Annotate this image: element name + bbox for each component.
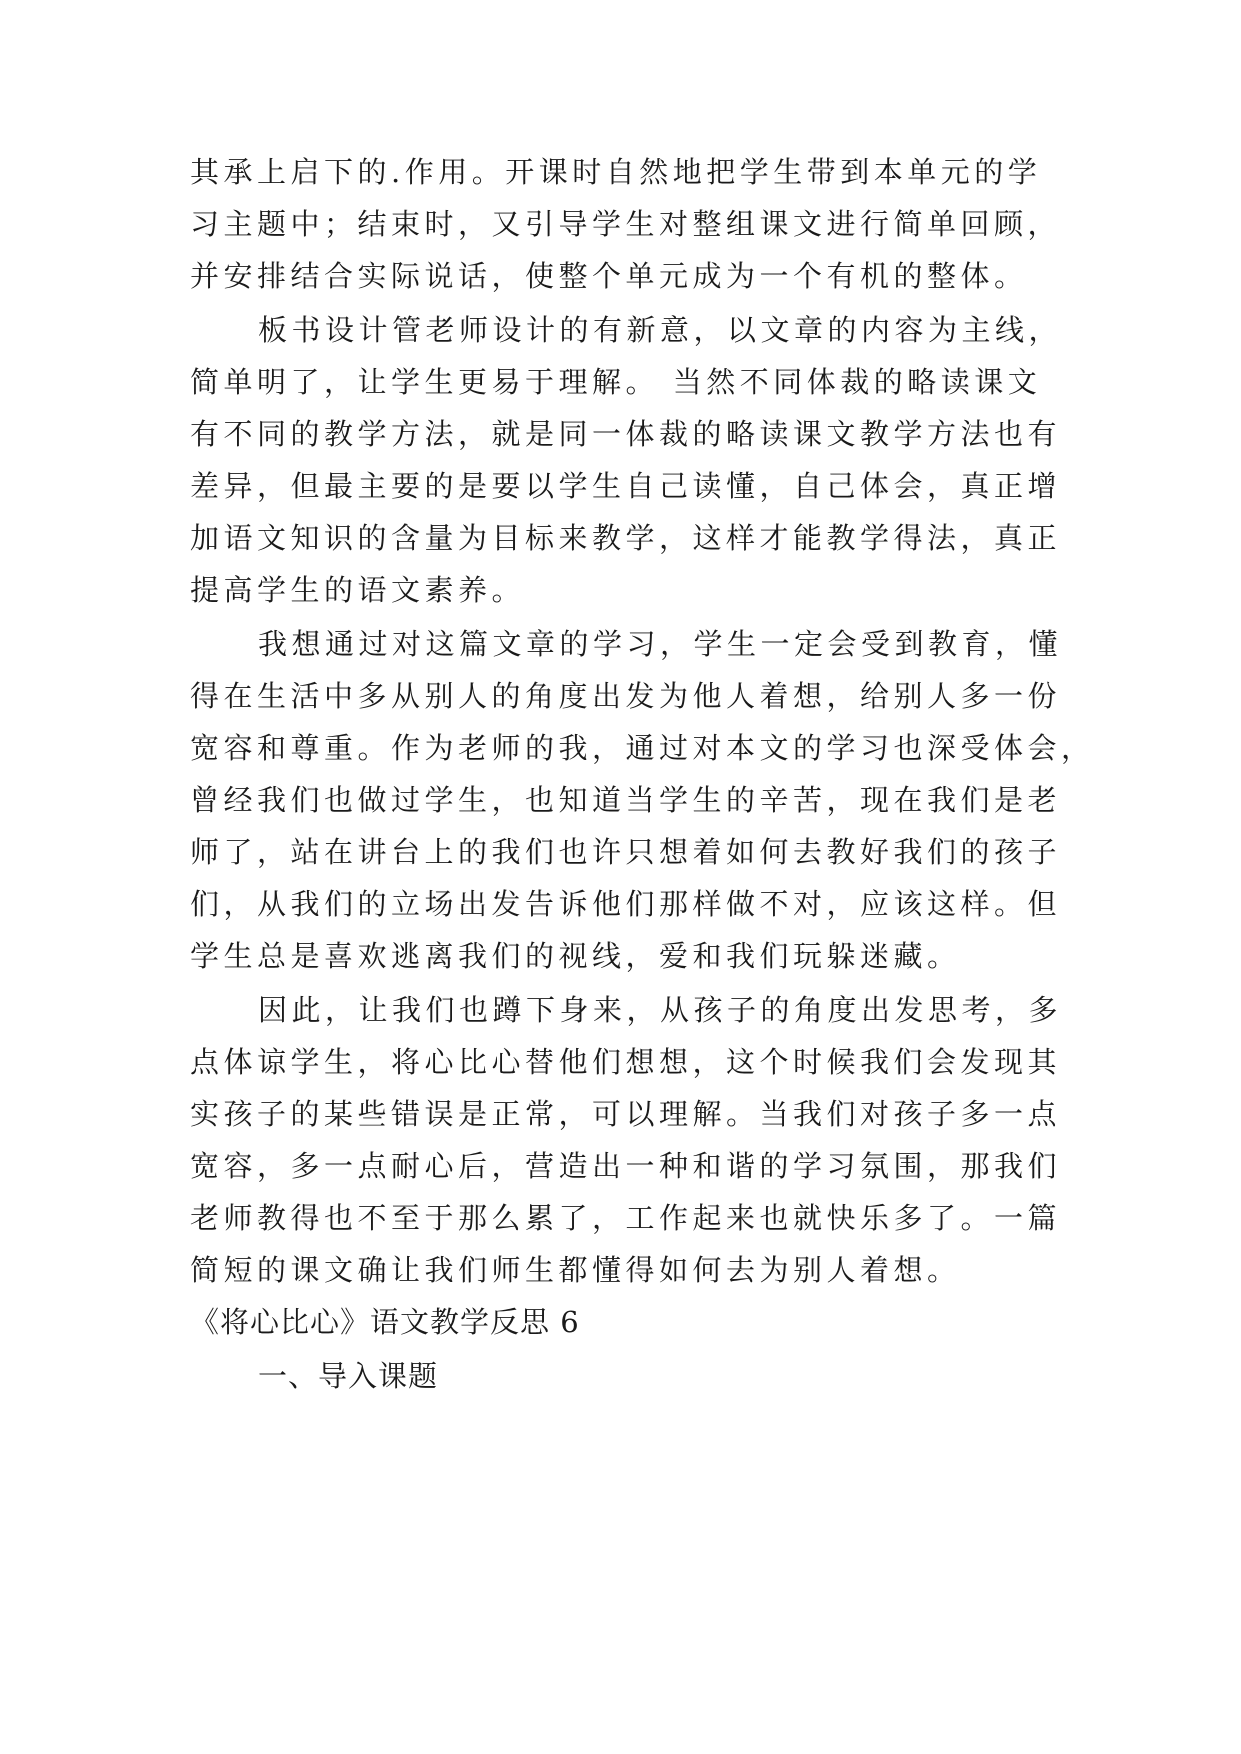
text-line: 们，从我们的立场出发告诉他们那样做不对，应该这样。但 xyxy=(190,887,1062,921)
paragraph-first-line: 板书设计管老师设计的有新意，以文章的内容为主线， xyxy=(258,313,1063,347)
text-line: 宽容，多一点耐心后，营造出一种和谐的学习氛围，那我们 xyxy=(190,1149,1062,1183)
text-line: 简短的课文确让我们师生都懂得如何去为别人着想。 xyxy=(190,1253,961,1287)
text-line: 师了，站在讲台上的我们也许只想着如何去教好我们的孩子 xyxy=(190,835,1062,869)
text-line: 差异，但最主要的是要以学生自己读懂，自己体会，真正增 xyxy=(190,469,1062,503)
text-line: 曾经我们也做过学生，也知道当学生的辛苦，现在我们是老 xyxy=(190,783,1062,817)
text-line: 加语文知识的含量为目标来教学，这样才能教学得法，真正 xyxy=(190,521,1062,555)
paragraph-first-line: 因此，让我们也蹲下身来，从孩子的角度出发思考，多 xyxy=(258,993,1063,1027)
text-line: 学生总是喜欢逃离我们的视线，爱和我们玩躲迷藏。 xyxy=(190,939,961,973)
text-line: 得在生活中多从别人的角度出发为他人着想，给别人多一份 xyxy=(190,679,1062,713)
paragraph-first-line: 我想通过对这篇文章的学习，学生一定会受到教育，懂 xyxy=(258,627,1063,661)
text-line: 提高学生的语文素养。 xyxy=(190,573,526,607)
text-line: 并安排结合实际说话，使整个单元成为一个有机的整体。 xyxy=(190,259,1028,293)
text-line: 简单明了，让学生更易于理解。 当然不同体裁的略读课文 xyxy=(190,365,1042,399)
subsection-title: 一、导入课题 xyxy=(258,1359,439,1393)
text-line: 点体谅学生，将心比心替他们想想，这个时候我们会发现其 xyxy=(190,1045,1062,1079)
text-line: 有不同的教学方法，就是同一体裁的略读课文教学方法也有 xyxy=(190,417,1062,451)
section-title: 《将心比心》语文教学反思 6 xyxy=(190,1305,580,1339)
text-line: 其承上启下的.作用。开课时自然地把学生带到本单元的学 xyxy=(190,155,1042,189)
text-line: 习主题中；结束时，又引导学生对整组课文进行简单回顾， xyxy=(190,207,1062,241)
text-line: 老师教得也不至于那么累了，工作起来也就快乐多了。一篇 xyxy=(190,1201,1062,1235)
text-line: 宽容和尊重。作为老师的我，通过对本文的学习也深受体会， xyxy=(190,731,1095,765)
text-line: 实孩子的某些错误是正常，可以理解。当我们对孩子多一点 xyxy=(190,1097,1062,1131)
